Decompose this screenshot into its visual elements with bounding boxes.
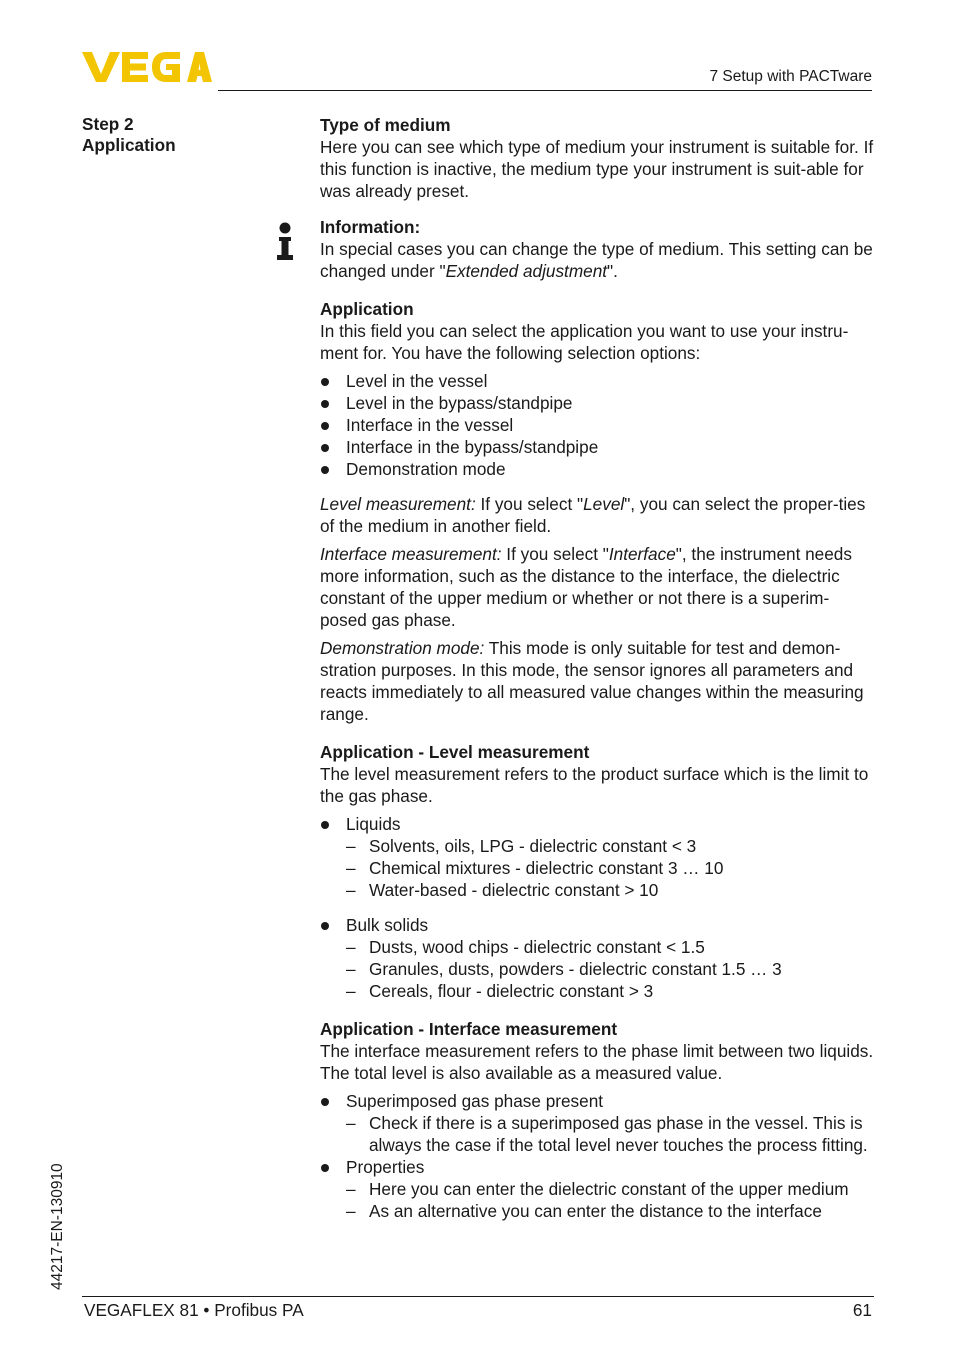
info-note <box>320 216 876 282</box>
medium-heading: Type of medium <box>320 115 451 135</box>
list-item: Level in the vessel <box>320 370 876 392</box>
sub-list-item: – Cereals, flour - dielectric constant > 3 <box>346 980 876 1002</box>
footer-product: VEGAFLEX 81 • Profibus PA <box>84 1300 304 1320</box>
list-item: Demonstration mode <box>320 458 876 480</box>
level-groups <box>320 813 876 1002</box>
page-number: 61 <box>852 1300 872 1320</box>
header-section-title: 7 Setup with PACTware <box>709 68 872 85</box>
interface-measurement-section <box>320 1018 876 1222</box>
level-measurement-heading: Application - Level measurement <box>320 742 590 762</box>
medium-text: Here you can see which type of medium your instrument is suitable for. If this function is inactive, the medium type your instrument is suit-able for was already preset. <box>320 137 874 201</box>
sub-list <box>346 835 876 901</box>
sub-list-item: – Solvents, oils, LPG - dielectric constant < 3 <box>346 835 876 857</box>
sub-list-item: – Check if there is a superimposed gas phase in the vessel. This is always the case if the total level never touches the process fitting. <box>346 1112 876 1156</box>
sub-list-item: – Dusts, wood chips - dielectric constant < 1.5 <box>346 936 876 958</box>
sub-list <box>346 1112 876 1156</box>
sub-list-item: – Water-based - dielectric constant > 10 <box>346 879 876 901</box>
application-section <box>320 298 876 725</box>
application-heading: Application <box>320 299 414 319</box>
sub-list-item: – As an alternative you can enter the distance to the interface <box>346 1200 876 1222</box>
sub-list-item: – Granules, dusts, powders - dielectric constant 1.5 … 3 <box>346 958 876 980</box>
list-item: Superimposed gas phase present – Check if there is a superimposed gas phase in the vessel. This is always the case if the total level never touches the process fitting. <box>320 1090 876 1156</box>
step-title: Application <box>82 135 176 155</box>
list-item: Properties – Here you can enter the dielectric constant of the upper medium – As an alternative you can enter the distance to the interface <box>320 1156 876 1222</box>
list-item: Interface in the vessel <box>320 414 876 436</box>
sub-list <box>346 1178 876 1222</box>
info-heading: Information: <box>320 217 421 237</box>
sub-list-item: – Here you can enter the dielectric constant of the upper medium <box>346 1178 876 1200</box>
list-item: Interface in the bypass/standpipe <box>320 436 876 458</box>
interface-groups <box>320 1090 876 1222</box>
step-number: Step 2 <box>82 114 134 134</box>
level-measurement-text: The level measurement refers to the product surface which is the limit to the gas phase. <box>320 764 869 806</box>
application-text: In this field you can select the application you want to use your instru-ment for. You have the following selection options: <box>320 321 849 363</box>
step-label <box>82 114 176 156</box>
document-code: 44217-EN-130910 <box>49 1163 66 1290</box>
info-text: In special cases you can change the type of medium. This setting can be changed under "Extended adjustment". <box>320 239 873 281</box>
interface-measurement-text: The interface measurement refers to the phase limit between two liquids. The total level is also available as a measured value. <box>320 1041 874 1083</box>
level-measurement-section <box>320 741 876 1002</box>
footer-rule <box>82 1296 874 1297</box>
application-options <box>320 370 876 480</box>
sub-list-item: – Chemical mixtures - dielectric constant 3 … 10 <box>346 857 876 879</box>
demo-note: Demonstration mode: This mode is only suitable for test and demon-stration purposes. In this mode, the sensor ignores all parameters and reacts immediately to all measured value changes within the measuring range. <box>320 638 864 724</box>
vega-logo <box>82 50 212 84</box>
info-icon <box>274 222 296 262</box>
main-content <box>320 114 876 1222</box>
interface-note: Interface measurement: If you select "Interface", the instrument needs more information, such as the distance to the interface, the dielectric constant of the upper medium or whether or not there is a superim-posed gas phase. <box>320 544 852 630</box>
medium-section <box>320 114 876 202</box>
list-item: Bulk solids – Dusts, wood chips - dielectric constant < 1.5 – Granules, dusts, powders - dielectric constant 1.5 … 3 – Cereals, flour - dielectric constant > 3 <box>320 914 876 1002</box>
interface-measurement-heading: Application - Interface measurement <box>320 1019 618 1039</box>
level-note: Level measurement: If you select "Level", you can select the proper-ties of the medium in another field. <box>320 494 866 536</box>
header-rule <box>218 90 872 91</box>
list-item: Liquids – Solvents, oils, LPG - dielectric constant < 3 – Chemical mixtures - dielectric constant 3 … 10 – Water-based - dielectric constant > 10 <box>320 813 876 901</box>
sub-list <box>346 936 876 1002</box>
list-item: Level in the bypass/standpipe <box>320 392 876 414</box>
